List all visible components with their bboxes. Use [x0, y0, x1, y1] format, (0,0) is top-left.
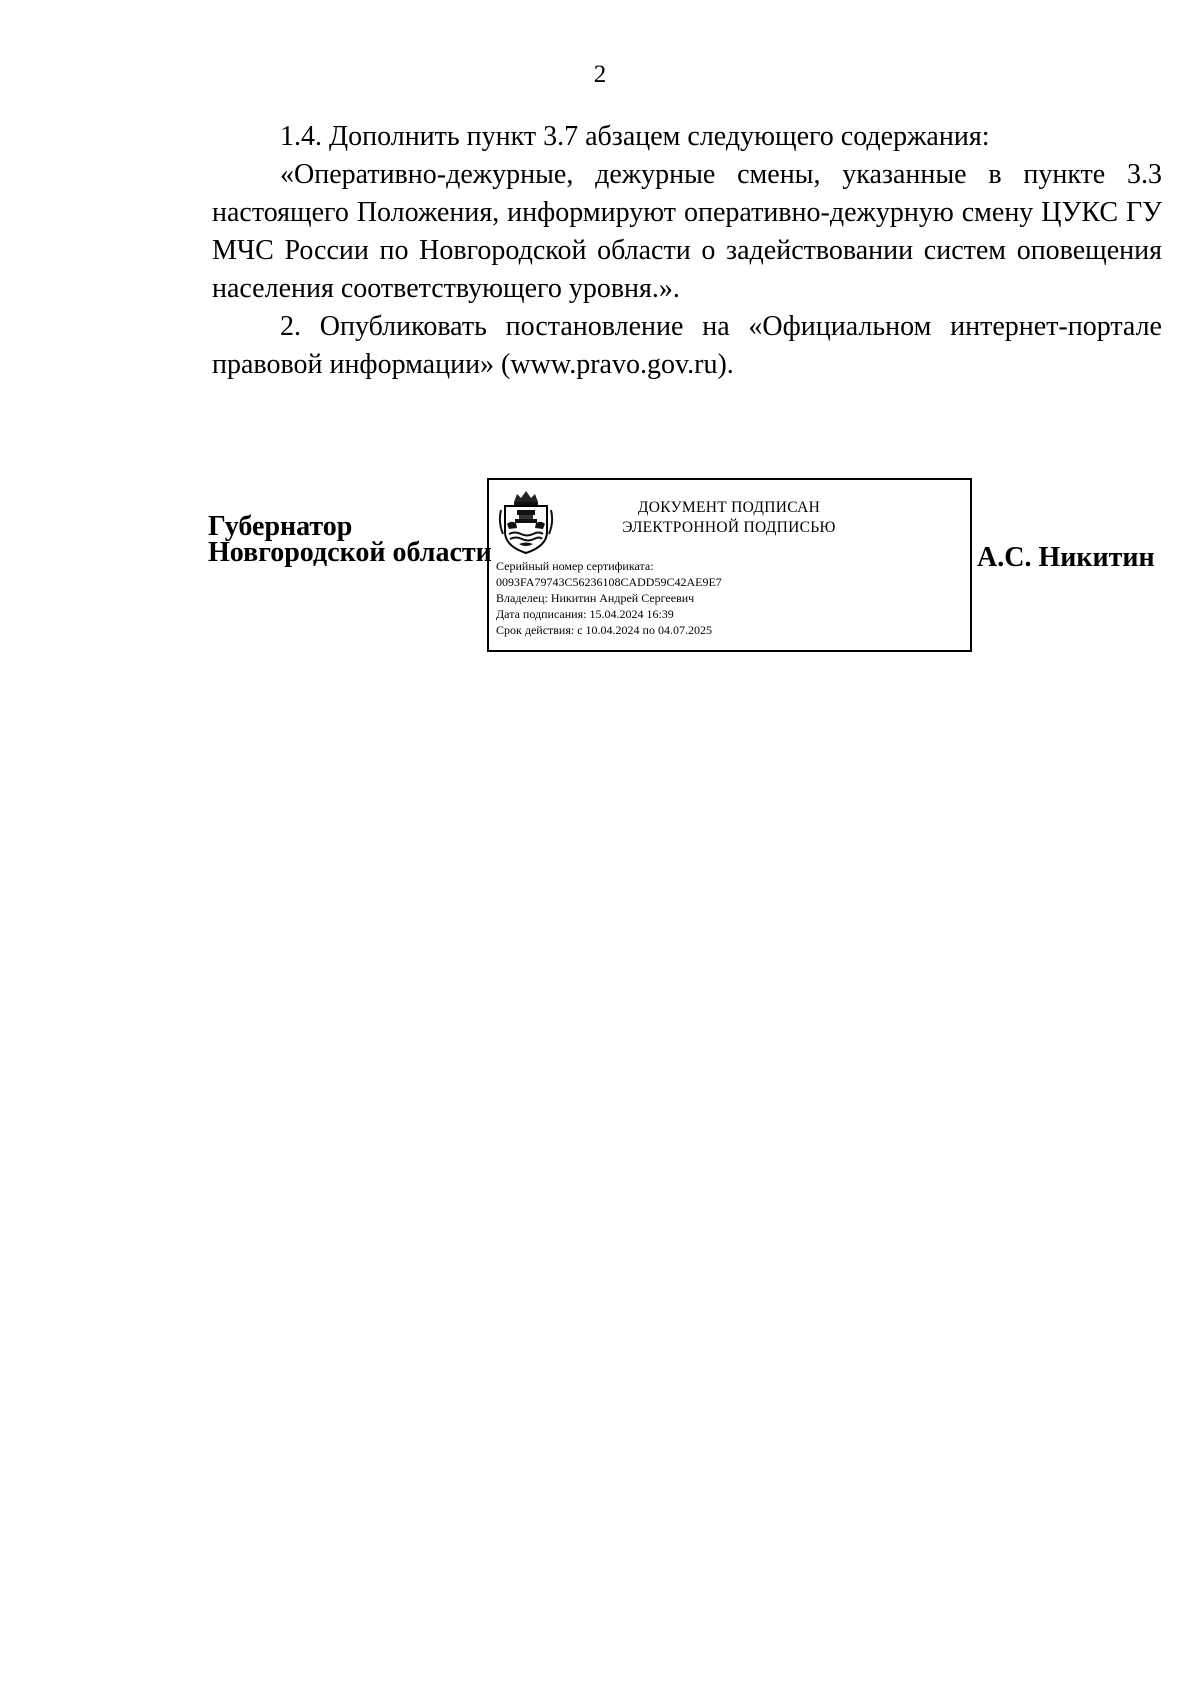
novgorod-coat-of-arms-icon [497, 488, 555, 556]
stamp-owner: Владелец: Никитин Андрей Сергеевич [496, 591, 695, 605]
paragraph-1-4: 1.4. Дополнить пункт 3.7 абзацем следующего содержания: [280, 121, 990, 152]
stamp-validity: Срок действия: с 10.04.2024 по 04.07.2025 [496, 623, 712, 637]
page-number: 2 [593, 61, 607, 88]
paragraph-quote: «Оперативно-дежурные, дежурные смены, указанные в пункте 3.3 настоящего Положения, информируют оперативно-дежурную смену ЦУКС ГУ МЧС России по Новгородской области о задействовании систем оповещения населения соответствующего уровня.». [212, 159, 1162, 304]
signatory-name: А.С. Никитин [977, 542, 1155, 573]
stamp-serial-label: Серийный номер сертификата: [496, 559, 654, 573]
electronic-signature-stamp [487, 478, 972, 652]
signatory-title-line2: Новгородской области [208, 537, 492, 568]
signatory-title [208, 511, 492, 568]
document-body [212, 118, 1162, 384]
stamp-signed-date: Дата подписания: 15.04.2024 16:39 [496, 607, 674, 621]
stamp-heading [569, 498, 889, 538]
signatory-title-line1: Губернатор [208, 511, 353, 542]
stamp-serial-value: 0093FA79743C56236108CADD59C42AE9E7 [496, 575, 722, 589]
stamp-heading-line2: ЭЛЕКТРОННОЙ ПОДПИСЬЮ [622, 519, 836, 536]
stamp-heading-line1: ДОКУМЕНТ ПОДПИСАН [637, 499, 821, 516]
stamp-details [496, 558, 722, 638]
paragraph-2: 2. Опубликовать постановление на «Официальном интернет-портале правовой информации» (www.pravo.gov.ru). [212, 311, 1162, 380]
